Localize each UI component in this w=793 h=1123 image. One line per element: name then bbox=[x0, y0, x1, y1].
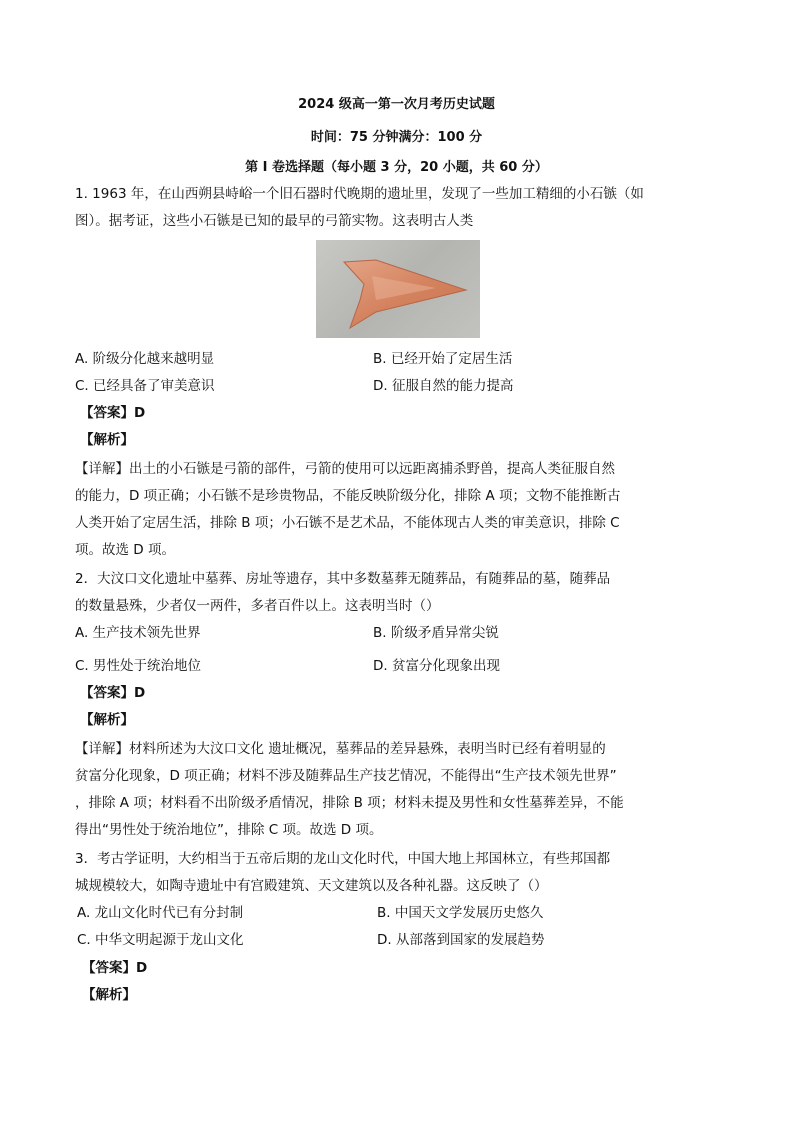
q3-option-b: B. 中国天文学发展历史悠久 bbox=[377, 905, 544, 921]
q1-detail-line-3: 人类开始了定居生活，排除 B 项；小石镞不是艺术品，不能体现古人类的审美意识，排除 C bbox=[75, 515, 620, 531]
q1-stem-line-1: 1. 1963 年，在山西朔县峙峪一个旧石器时代晚期的遗址里，发现了一些加工精细的小石镞（如 bbox=[75, 186, 644, 202]
q1-option-c: C. 已经具备了审美意识 bbox=[75, 378, 215, 394]
q3-answer: 【答案】D bbox=[82, 960, 148, 976]
q3-option-d: D. 从部落到国家的发展趋势 bbox=[377, 932, 545, 948]
q2-detail-line-4: 得出“男性处于统治地位”，排除 C 项。故选 D 项。 bbox=[75, 822, 383, 838]
q1-option-d: D. 征服自然的能力提高 bbox=[373, 378, 514, 394]
q2-detail-line-2: 贫富分化现象，D 项正确；材料不涉及随葬品生产技艺情况，不能得出“生产技术领先世界” bbox=[75, 768, 617, 784]
q3-option-c: C. 中华文明起源于龙山文化 bbox=[77, 932, 244, 948]
q2-detail-line-1: 【详解】材料所述为大汶口文化 遗址概况，墓葬品的差异悬殊，表明当时已经有着明显的 bbox=[75, 741, 606, 757]
section-heading: 第 I 卷选择题（每小题 3 分，20 小题，共 60 分） bbox=[245, 160, 548, 175]
q2-answer: 【答案】D bbox=[80, 685, 146, 701]
stone-arrowhead-photo bbox=[316, 240, 480, 338]
q1-detail-line-4: 项。故选 D 项。 bbox=[75, 542, 175, 558]
q3-option-a: A. 龙山文化时代已有分封制 bbox=[77, 905, 244, 921]
q2-stem-line-2: 的数量悬殊，少者仅一两件，多者百件以上。这表明当时（） bbox=[75, 598, 440, 614]
q1-option-b: B. 已经开始了定居生活 bbox=[373, 351, 513, 367]
q2-option-c: C. 男性处于统治地位 bbox=[75, 658, 202, 674]
q1-analysis-label: 【解析】 bbox=[80, 432, 134, 448]
arrowhead-icon bbox=[316, 240, 480, 338]
q3-stem-line-2: 城规模较大，如陶寺遗址中有宫殿建筑、天文建筑以及各种礼器。这反映了（） bbox=[75, 878, 548, 894]
q1-stem-line-2: 图）。据考证，这些小石镞是已知的最早的弓箭实物。这表明古人类 bbox=[75, 213, 474, 229]
q1-answer: 【答案】D bbox=[80, 405, 146, 421]
exam-time-info: 时间：75 分钟满分：100 分 bbox=[310, 130, 483, 145]
q2-option-d: D. 贫富分化现象出现 bbox=[373, 658, 500, 674]
q2-stem-line-1: 2．大汶口文化遗址中墓葬、房址等遗存，其中多数墓葬无随葬品，有随葬品的墓，随葬品 bbox=[75, 571, 611, 587]
exam-title: 2024 级高一第一次月考历史试题 bbox=[298, 97, 495, 112]
q2-detail-line-3: ，排除 A 项；材料看不出阶级矛盾情况，排除 B 项；材料未提及男性和女性墓葬差异，不能 bbox=[75, 795, 624, 811]
q1-option-a: A. 阶级分化越来越明显 bbox=[75, 351, 215, 367]
q2-option-b: B. 阶级矛盾异常尖锐 bbox=[373, 625, 499, 641]
q3-analysis-label: 【解析】 bbox=[82, 987, 136, 1003]
q1-detail-line-1: 【详解】出土的小石镞是弓箭的部件，弓箭的使用可以远距离捕杀野兽，提高人类征服自然 bbox=[75, 461, 615, 477]
q3-stem-line-1: 3．考古学证明，大约相当于五帝后期的龙山文化时代，中国大地上邦国林立，有些邦国都 bbox=[75, 851, 611, 867]
q1-detail-line-2: 的能力，D 项正确；小石镞不是珍贵物品，不能反映阶级分化，排除 A 项；文物不能推断古 bbox=[75, 488, 621, 504]
q2-analysis-label: 【解析】 bbox=[80, 712, 134, 728]
q2-option-a: A. 生产技术领先世界 bbox=[75, 625, 201, 641]
